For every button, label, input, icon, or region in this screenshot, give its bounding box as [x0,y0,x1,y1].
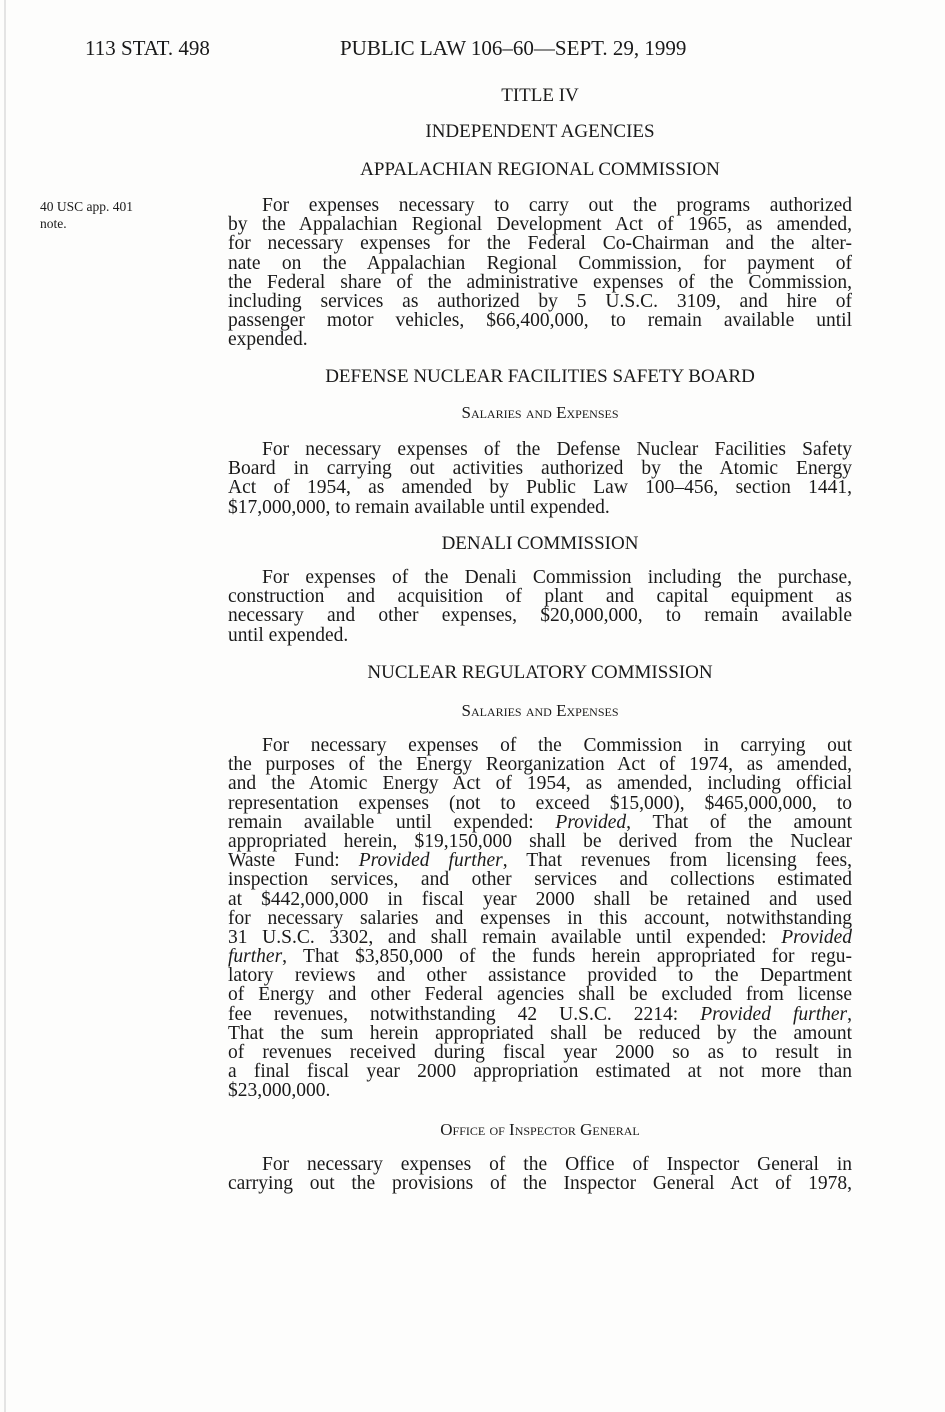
text-segment: passenger motor vehicles, $66,400,000, to remain available until [228,310,852,332]
text-segment: representation expenses (not to exceed $15,000), $465,000,000, to [228,792,852,814]
text-line [228,1174,852,1193]
text-segment: and the Atomic Energy Act of 1954, as amended, including official [228,773,852,795]
italic-term: Provided [555,811,627,833]
text-segment: construction and acquisition of plant and capital equipment as [228,586,852,608]
text-line [228,890,852,909]
text-line [228,606,852,625]
paragraph-nrc [228,736,852,1101]
text-line [228,273,852,292]
text-segment: $17,000,000, to remain available until expended. [228,496,610,518]
dnfsb-heading: DEFENSE NUCLEAR FACILITIES SAFETY BOARD [325,366,755,387]
text-line [228,311,852,330]
text-line [228,1155,852,1174]
text-line [228,459,852,478]
text-segment: the purposes of the Energy Reorganization Act of 1974, as amended, [228,754,852,776]
text-line [228,794,852,813]
text-segment: appropriated herein, $19,150,000 shall be derived from the Nuclear [228,830,852,852]
text-line [228,254,852,273]
text-segment: 31 U.S.C. 3302, and shall remain available until expended: [228,926,782,948]
oig-heading: Office of Inspector General [440,1120,640,1139]
text-line [228,1024,852,1043]
text-line [228,755,852,774]
text-line [228,440,852,459]
page-stat-number: 113 STAT. 498 [85,36,210,60]
text-segment: For expenses necessary to carry out the programs authorized [262,195,852,216]
nrc-heading: NUCLEAR REGULATORY COMMISSION [367,662,713,683]
text-line [228,568,852,587]
text-segment: Act of 1954, as amended by Public Law 100–456, section 1441, [228,477,852,499]
text-segment: at $442,000,000 in fiscal year 2000 shall be retained and used [228,888,852,910]
denali-heading: DENALI COMMISSION [441,533,639,554]
page-edge [4,0,6,1412]
text-segment: inspection services, and other services and collections estimated [228,869,852,891]
text-segment: a final fiscal year 2000 appropriation estimated at not more than [228,1061,852,1083]
text-line [228,478,852,497]
running-header: PUBLIC LAW 106–60—SEPT. 29, 1999 [340,36,687,60]
text-segment: Board in carrying out activities authorized by the Atomic Energy [228,458,852,480]
dnfsb-subheading: Salaries and Expenses [461,403,619,422]
agencies-heading: INDEPENDENT AGENCIES [425,121,655,142]
text-segment: For expenses of the Denali Commission including the purchase, [262,567,852,588]
text-segment: necessary and other expenses, $20,000,000, to remain available [228,605,852,627]
text-line [228,1062,852,1081]
text-segment: the Federal share of the administrative expenses of the Commission, [228,271,852,293]
text-line [228,234,852,253]
text-line [228,498,852,517]
margin-note [40,198,133,232]
text-segment: of revenues received during fiscal year 2000 so as to result in [228,1042,852,1063]
text-segment: , That revenues from licensing fees, [502,850,852,872]
text-line [228,928,852,947]
italic-term: Provided further [700,1003,848,1025]
text-line [228,870,852,889]
paragraph-dnfsb [228,440,852,517]
text-line [228,947,852,966]
text-line [228,626,852,645]
text-line [228,985,852,1004]
text-segment: For necessary expenses of the Defense Nuclear Facilities Safety [262,439,852,460]
text-line [228,330,852,349]
text-segment: , That of the amount [626,811,852,833]
text-segment: nate on the Appalachian Regional Commission, for payment of [228,252,852,274]
text-segment: , That $3,850,000 of the funds herein appropriated for regu- [282,946,852,968]
text-segment: remain available until expended: [228,811,556,833]
text-segment: for necessary salaries and expenses in this account, notwithstanding [228,907,852,929]
text-segment: $23,000,000. [228,1080,331,1102]
text-segment: until expended. [228,624,349,646]
paragraph-arc [228,196,852,350]
text-segment: , [847,1003,852,1025]
text-segment: of Energy and other Federal agencies shall be excluded from license [228,984,852,1006]
nrc-subheading: Salaries and Expenses [461,701,619,720]
text-line [228,813,852,832]
text-segment: carrying out the provisions of the Inspector General Act of 1978, [228,1173,852,1195]
text-segment: expended. [228,329,308,351]
text-segment: Waste Fund: [228,850,359,872]
text-line [228,909,852,928]
text-line [228,215,852,234]
margin-note-line: note. [40,216,67,231]
text-line [228,966,852,985]
text-line [228,851,852,870]
title-heading: TITLE IV [501,85,579,106]
arc-heading: APPALACHIAN REGIONAL COMMISSION [360,159,720,180]
italic-term: Provided [781,926,852,948]
italic-term: Provided further [358,850,503,872]
text-segment: including services as authorized by 5 U.S.C. 3109, and hire of [228,290,852,312]
italic-term: further [228,946,283,968]
text-segment: That the sum herein appropriated shall be reduced by the amount [228,1022,852,1044]
text-line [228,1043,852,1062]
paragraph-oig [228,1155,852,1193]
paragraph-denali [228,568,852,645]
text-segment: For necessary expenses of the Office of Inspector General in [262,1154,852,1175]
text-segment: latory reviews and other assistance provided to the Department [228,965,852,987]
text-line [228,196,852,215]
margin-note-line: 40 USC app. 401 [40,199,134,214]
text-line [228,1005,852,1024]
text-segment: for necessary expenses for the Federal Co-Chairman and the alter- [228,233,852,255]
text-segment: For necessary expenses of the Commission in carrying out [262,735,852,756]
text-line [228,1081,852,1100]
text-segment: fee revenues, notwithstanding 42 U.S.C. 2214: [228,1003,701,1025]
text-line [228,774,852,793]
text-segment: by the Appalachian Regional Development Act of 1965, as amended, [228,214,852,236]
text-line [228,587,852,606]
text-line [228,292,852,311]
text-line [228,736,852,755]
text-line [228,832,852,851]
